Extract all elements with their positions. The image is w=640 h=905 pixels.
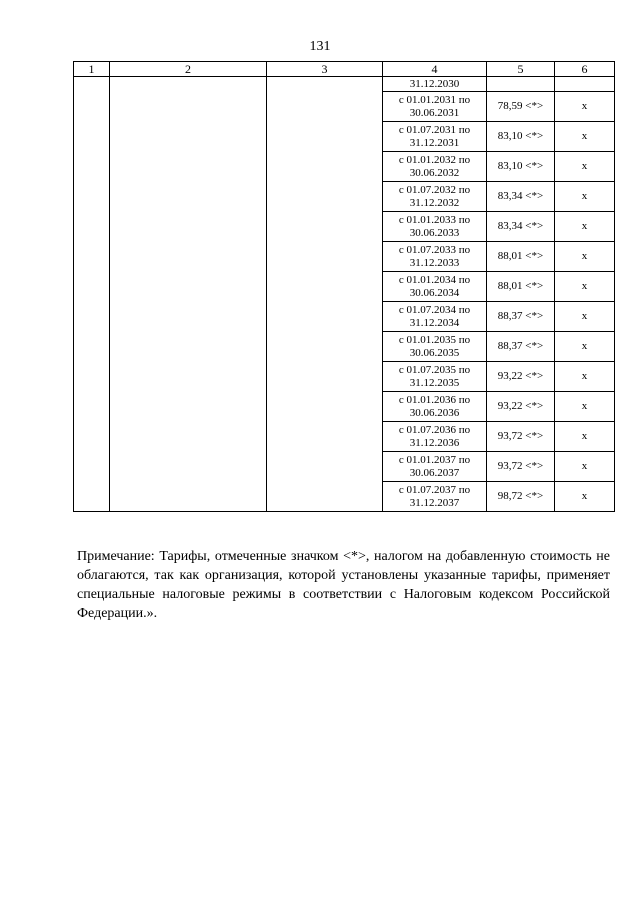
note-paragraph: Примечание: Тарифы, отмеченные значком <*>, налогом на добавленную стоимость не облагаются, так как организация, которой установлены указанные тарифы, применяет специальные налоговые режимы в соответствии с Налоговым кодексом Российской Федерации.». — [77, 549, 610, 621]
tariff-cell: 88,37 <*> — [487, 332, 555, 362]
col6-cell: x — [555, 242, 615, 272]
col6-cell: x — [555, 182, 615, 212]
period-cell — [383, 332, 487, 362]
period-cell — [383, 152, 487, 182]
period-cell — [383, 242, 487, 272]
tariff-cell: 93,72 <*> — [487, 422, 555, 452]
period-cell — [383, 302, 487, 332]
tariff-cell: 83,10 <*> — [487, 122, 555, 152]
tariff-cell: 83,10 <*> — [487, 152, 555, 182]
table-header-row — [74, 62, 615, 77]
col6-cell: x — [555, 332, 615, 362]
col6-cell: x — [555, 392, 615, 422]
column-header-4: 4 — [383, 62, 487, 77]
period-cell: 31.12.2030 — [383, 77, 487, 92]
period-line-1: с 01.07.2031 по — [398, 123, 471, 136]
period-line-1: с 01.07.2034 по — [398, 303, 471, 316]
period-line-1: с 01.07.2036 по — [398, 423, 471, 436]
tariff-table — [73, 61, 615, 512]
col6-cell: x — [555, 152, 615, 182]
period-line-2: 31.12.2032 — [409, 196, 460, 209]
tariff-cell: 83,34 <*> — [487, 182, 555, 212]
period-line-2: 30.06.2032 — [409, 166, 460, 179]
col6-cell: x — [555, 92, 615, 122]
period-line-2: 31.12.2034 — [409, 316, 460, 329]
tariff-cell: 93,72 <*> — [487, 452, 555, 482]
period-cell — [383, 122, 487, 152]
period-line-1: с 01.01.2036 по — [398, 393, 471, 406]
tariff-cell: 88,37 <*> — [487, 302, 555, 332]
period-cell — [383, 92, 487, 122]
period-line-2: 30.06.2036 — [409, 406, 460, 419]
cell-col2-merged — [110, 77, 267, 512]
period-line-2: 31.12.2031 — [409, 136, 460, 149]
tariff-cell: 88,01 <*> — [487, 242, 555, 272]
period-cell — [383, 422, 487, 452]
period-cell — [383, 182, 487, 212]
column-header-6: 6 — [555, 62, 615, 77]
tariff-cell — [487, 77, 555, 92]
cell-col3-merged — [267, 77, 383, 512]
col6-cell: x — [555, 422, 615, 452]
col6-cell — [555, 77, 615, 92]
period-line-1: с 01.07.2035 по — [398, 363, 471, 376]
period-cell — [383, 272, 487, 302]
period-line-2: 31.12.2035 — [409, 376, 460, 389]
period-line-2: 30.06.2035 — [409, 346, 460, 359]
period-line-1: с 01.01.2034 по — [398, 273, 471, 286]
tariff-cell: 83,34 <*> — [487, 212, 555, 242]
period-line-2: 30.06.2033 — [409, 226, 460, 239]
period-cell — [383, 482, 487, 512]
period-line-1: с 01.01.2032 по — [398, 153, 471, 166]
tariff-cell: 88,01 <*> — [487, 272, 555, 302]
cell-col1-merged — [74, 77, 110, 512]
period-cell — [383, 362, 487, 392]
period-line-1: с 01.01.2037 по — [398, 453, 471, 466]
period-line-1: с 01.01.2033 по — [398, 213, 471, 226]
period-cell — [383, 212, 487, 242]
period-line-2: 30.06.2031 — [409, 106, 460, 119]
period-line-1: с 01.01.2035 по — [398, 333, 471, 346]
period-line-1: с 01.07.2032 по — [398, 183, 471, 196]
period-line-2: 31.12.2037 — [409, 496, 460, 509]
period-line-2: 30.06.2034 — [409, 286, 460, 299]
col6-cell: x — [555, 212, 615, 242]
column-header-3: 3 — [267, 62, 383, 77]
column-header-1: 1 — [74, 62, 110, 77]
period-cell — [383, 452, 487, 482]
col6-cell: x — [555, 482, 615, 512]
col6-cell: x — [555, 122, 615, 152]
table-row — [74, 77, 615, 92]
tariff-cell: 98,72 <*> — [487, 482, 555, 512]
col6-cell: x — [555, 362, 615, 392]
col6-cell: x — [555, 302, 615, 332]
column-header-5: 5 — [487, 62, 555, 77]
period-line-2: 31.12.2036 — [409, 436, 460, 449]
col6-cell: x — [555, 272, 615, 302]
tariff-cell: 78,59 <*> — [487, 92, 555, 122]
tariff-cell: 93,22 <*> — [487, 362, 555, 392]
period-line-2: 31.12.2033 — [409, 256, 460, 269]
period-line-1: с 01.07.2037 по — [398, 483, 471, 496]
page-number: 131 — [309, 39, 331, 54]
period-line-1: с 01.01.2031 по — [398, 93, 471, 106]
period-line-2: 30.06.2037 — [409, 466, 460, 479]
tariff-cell: 93,22 <*> — [487, 392, 555, 422]
col6-cell: x — [555, 452, 615, 482]
period-cell — [383, 392, 487, 422]
period-line-1: с 01.07.2033 по — [398, 243, 471, 256]
column-header-2: 2 — [110, 62, 267, 77]
